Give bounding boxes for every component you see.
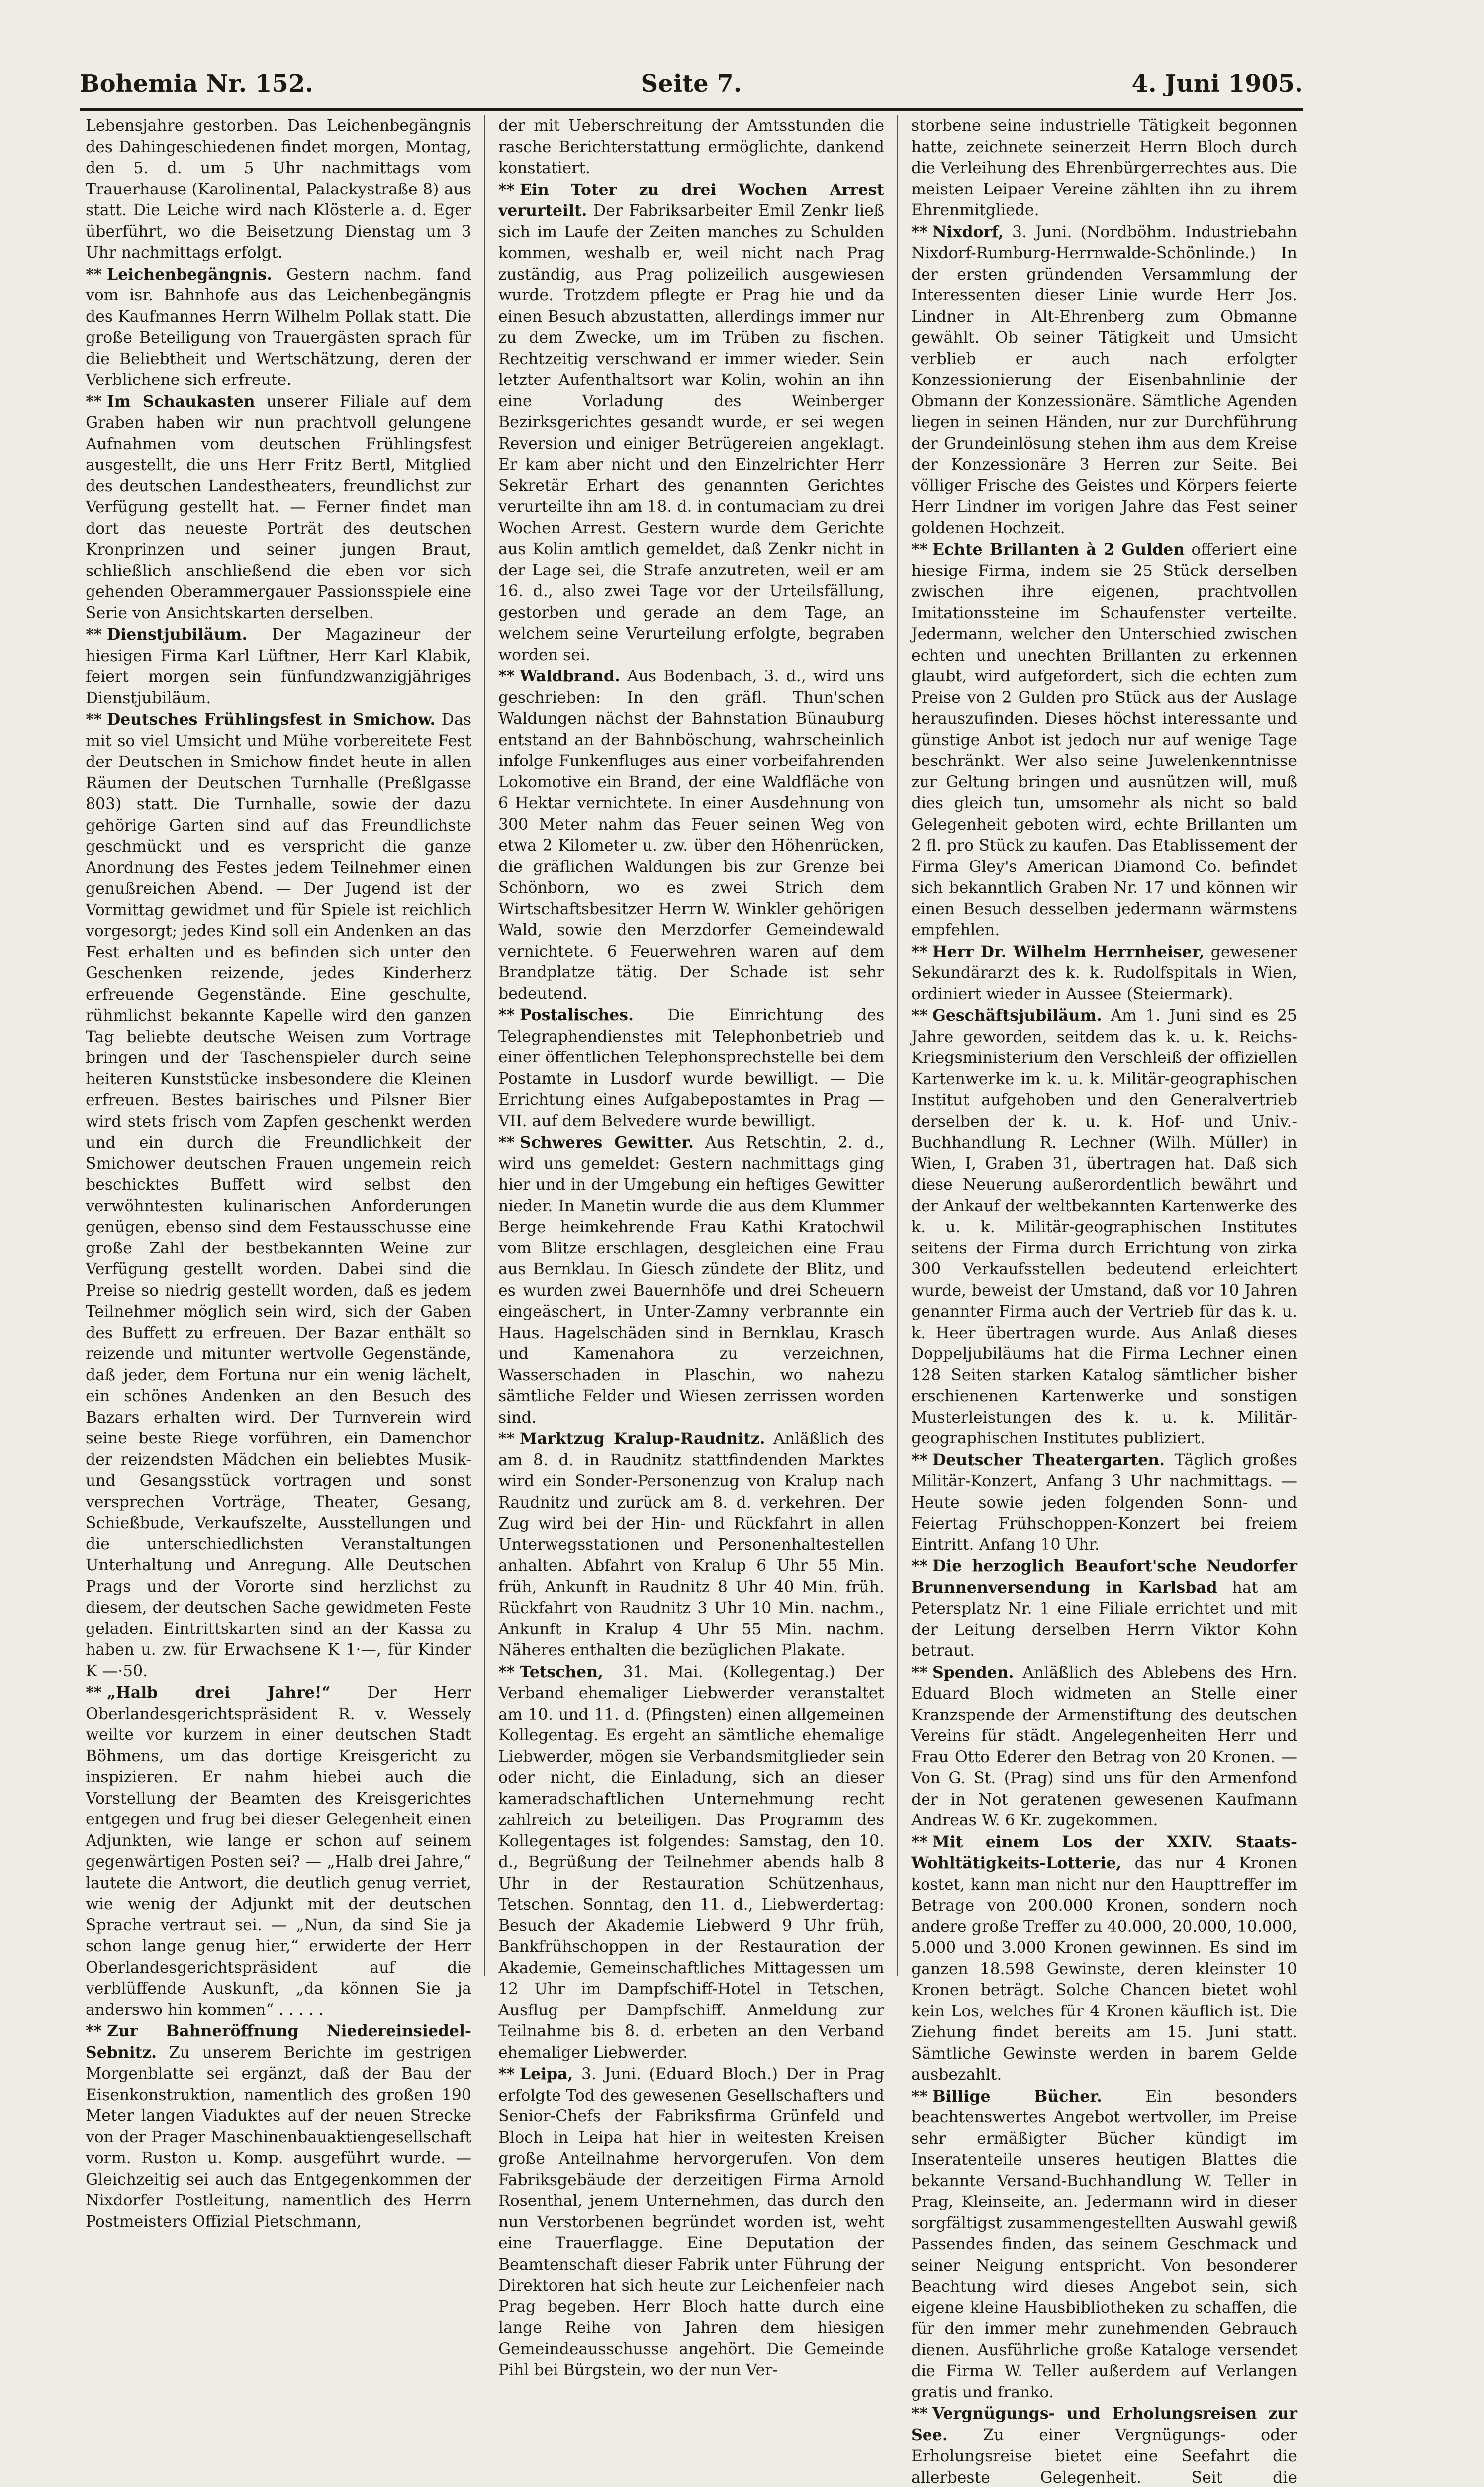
article-body: gewesener Sekundärarzt des k. k. Rudolfspitals in Wien, ordiniert wieder in Aussee (Steiermark). xyxy=(911,943,1297,1003)
item-marker: ** xyxy=(86,2022,102,2040)
column-2 xyxy=(492,115,890,1976)
article-item xyxy=(86,264,471,391)
column-divider xyxy=(477,115,492,1976)
article-headline: Billige Bücher. xyxy=(932,2087,1102,2105)
item-marker: ** xyxy=(86,392,102,411)
article-item xyxy=(911,539,1297,941)
article-body: Der Herr Oberlandesgerichtspräsident R. v. Wessely weilte vor kurzem in einer deutschen Stadt Böhmens, um das dortige Kreisgericht zu inspizieren. Er nahm hiebei auch die Vorstellung der Beamten des Kreisgerichtes entgegen und frug bei dieser Gelegenheit einen Adjunkten, wie lange er schon auf seinem gegenwärtigen Posten sei? — „Halb drei Jahre,“ lautete die Antwort, die deutlich genug verriet, wie wenig der Adjunkt mit der deutschen Sprache vertraut sei. — „Nun, da sind Sie ja schon lange genug hier,“ erwiderte der Herr Oberlandesgerichtspräsident auf die verblüffende Auskunft, „da können Sie ja anderswo hin kommen“ . . . . . xyxy=(86,1684,471,2019)
item-marker: ** xyxy=(911,2404,928,2423)
article-body: Aus Bodenbach, 3. d., wird uns geschrieben: In den gräfl. Thun'schen Waldungen nächst der Bahnstation Bünauburg entstand an der Bahnböschung, wahrscheinlich infolge Funkenfluges aus einer vorbeifahrenden Lokomotive ein Brand, der eine Waldfläche von 6 Hektar vernichtete. In einer Ausdehnung von 300 Meter nahm das Feuer seinen Weg von etwa 2 Kilometer u. zw. über den Höhenrücken, die gräflichen Waldungen bis zur Grenze bei Schönborn, wo es zwei Strich dem Wirtschaftsbesitzer Herrn W. Winkler gehörigen Wald, sowie den Merzdorfer Gemeindewald vernichtete. 6 Feuerwehren waren auf dem Brandplatze tätig. Der Schade ist sehr bedeutend. xyxy=(498,668,884,1003)
article-item xyxy=(498,1005,884,1132)
item-marker: ** xyxy=(498,1133,515,1151)
article-item xyxy=(498,1132,884,1428)
article-body: unserer Filiale auf dem Graben haben wir nun prachtvoll gelungene Aufnahmen vom deutschen Frühlingsfest ausgestellt, die uns Herr Fritz Bertl, Mitglied des deutschen Landestheaters, freundlichst zur Verfügung gestellt hat. — Ferner findet man dort das neueste Porträt des deutschen Kronprinzen und seiner jungen Braut, schließlich anschließend die eben vor sich gehenden Oberammergauer Passionsspiele eine Serie von Ansichtskarten derselben. xyxy=(86,393,471,622)
article-item xyxy=(911,1450,1297,1556)
item-marker: ** xyxy=(498,1430,515,1448)
header-rule xyxy=(80,108,1303,111)
article-continuation xyxy=(86,115,471,264)
page-number: Seite 7. xyxy=(641,70,742,97)
article-body: Gestern nachm. fand vom isr. Bahnhofe aus das Leichenbegängnis des Kaufmannes Herrn Wilhelm Pollak statt. Die große Beteiligung von Trauergästen sprach für die Beliebtheit und Wertschätzung, deren der Verblichene sich erfreute. xyxy=(86,266,471,389)
article-headline: Die herzoglich Beaufort'sche Neudorfer Brunnenversendung in Karlsbad xyxy=(911,1557,1297,1597)
article-headline: Geschäftsjubiläum. xyxy=(932,1006,1102,1025)
item-marker: ** xyxy=(911,943,928,961)
article-headline: Echte Brillanten à 2 Gulden xyxy=(932,540,1185,559)
article-item xyxy=(911,1662,1297,1831)
article-body: Täglich großes Militär-Konzert, Anfang 3 Uhr nachmittags. — Heute sowie jeden folgenden Sonn- und Feiertag Frühschoppen-Konzert bei freiem Eintritt. Anfang 10 Uhr. xyxy=(911,1451,1297,1554)
article-item xyxy=(911,2403,1297,2487)
article-item xyxy=(86,391,471,624)
article-headline: Leichenbegängnis. xyxy=(107,265,272,284)
column-1 xyxy=(80,115,477,1976)
article-columns xyxy=(80,115,1303,1976)
article-body: der mit Ueberschreitung der Amtsstunden die rasche Berichterstattung ermöglichte, dankend konstatiert. xyxy=(498,117,884,177)
article-continuation xyxy=(911,115,1297,221)
item-marker: ** xyxy=(911,540,928,559)
article-body: Lebensjahre gestorben. Das Leichenbegängnis des Dahingeschiedenen findet morgen, Montag, den 5. d. um 5 Uhr nachmittags vom Trauerhause (Karolinental, Palackystraße 8) aus statt. Die Leiche wird nach Klösterle a. d. Eger überführt, wo die Beisetzung Dienstag um 3 Uhr nachmittags erfolgt. xyxy=(86,117,471,262)
item-marker: ** xyxy=(911,2087,928,2105)
article-body: Aus Retschtin, 2. d., wird uns gemeldet: Gestern nachmittags ging hier und in der Umgebung ein heftiges Gewitter nieder. In Manetin wurde die aus dem Klummer Berge heimkehrende Frau Kathi Kratochwil vom Blitze erschlagen, desgleichen eine Frau aus Bernklau. In Giesch zündete der Blitz, und es wurden zwei Bauernhöfe und drei Scheuern eingeäschert, in Unter-Zamny verbrannte ein Haus. Hagelschäden sind in Bernklau, Krasch und Kamenahora zu verzeichnen, Wasserschaden in Plaschin, wo nahezu sämtliche Felder und Wiesen zerrissen worden sind. xyxy=(498,1134,884,1427)
item-marker: ** xyxy=(911,1833,928,1851)
item-marker: ** xyxy=(498,667,515,685)
article-item xyxy=(498,1429,884,1661)
article-item xyxy=(86,1682,471,2020)
item-marker: ** xyxy=(498,1006,515,1024)
article-body: hat am Petersplatz Nr. 1 eine Filiale errichtet und mit der Leitung derselben Herrn Viktor Kohn betraut. xyxy=(911,1579,1297,1660)
article-body: Am 1. Juni sind es 25 Jahre geworden, seitdem das k. u. k. Reichs-Kriegsministerium den Verschleiß der offiziellen Kartenwerke im k. u. k. Militär-geographischen Institut aufgehoben und den Generalvertrieb derselben der k. u. k. Hof- und Univ.-Buchhandlung R. Lechner (Wilh. Müller) in Wien, I, Graben 31, übertragen hat. Daß sich diese Neuerung außerordentlich bewährt und der Ankauf der weltbekannten Kartenwerke des k. u. k. Militär-geographischen Institutes seitens der Firma durch Errichtung von zirka 300 Verkaufsstellen bedeutend erleichtert wurde, beweist der Umstand, daß vor 10 Jahren genannter Firma auch der Vertrieb für das k. u. k. Heer übertragen wurde. Aus Anlaß dieses Doppeljubiläums hat die Firma Lechner einen 128 Seiten starken Katalog sämtlicher bisher erschienenen Kartenwerke und sonstigen Musterleistungen des k. u. k. Militär-geographischen Institutes publiziert. xyxy=(911,1007,1297,1447)
article-item xyxy=(498,666,884,1004)
issue-date: 4. Juni 1905. xyxy=(1131,70,1303,97)
article-continuation xyxy=(498,115,884,179)
item-marker: ** xyxy=(498,181,515,199)
item-marker: ** xyxy=(911,1451,928,1469)
item-marker: ** xyxy=(86,625,102,644)
article-headline: Deutsches Frühlingsfest in Smichow. xyxy=(107,710,435,729)
article-item xyxy=(911,1005,1297,1449)
article-item xyxy=(911,222,1297,539)
item-marker: ** xyxy=(911,1006,928,1025)
article-body: Der Magazineur der hiesigen Firma Karl Lüftner, Herr Karl Klabik, feiert morgen sein fünfundzwanzigjähriges Dienstjubiläum. xyxy=(86,626,471,707)
article-headline: Zur Bahneröffnung Niedereinsiedel-Sebnitz. xyxy=(86,2022,471,2062)
article-headline: Mit einem Los der XXIV. Staats-Wohltätigkeits-Lotterie, xyxy=(911,1833,1297,1873)
article-headline: Spenden. xyxy=(932,1663,1014,1682)
article-body: 31. Mai. (Kollegentag.) Der Verband ehemaliger Liebwerder veranstaltet am 10. und 11. d. (Pfingsten) einen allgemeinen Kollegentag. Es ergeht an sämtliche ehemalige Liebwerder, mögen sie Verbandsmitglieder sein oder nicht, die Einladung, sich an dieser kameradschaftlichen Unternehmung recht zahlreich zu beteiligen. Das Programm des Kollegentages ist folgendes: Samstag, den 10. d., Begrüßung der Teilnehmer abends halb 8 Uhr in der Restauration Schützenhaus, Tetschen. Sonntag, den 11. d., Liebwerdertag: Besuch der Akademie Liebwerd 9 Uhr früh, Bankfrühschoppen in der Restauration der Akademie, Gemeinschaftliches Mittagessen um 12 Uhr im Dampfschiff-Hotel in Tetschen, Ausflug per Dampfschiff. Anmeldung zur Teilnahme bis 8. d. erbeten an den Verband ehemaliger Liebwerder. xyxy=(498,1663,884,2062)
article-headline: Nixdorf, xyxy=(932,223,1004,241)
item-marker: ** xyxy=(86,710,102,729)
item-marker: ** xyxy=(86,265,102,284)
article-headline: Dienstjubiläum. xyxy=(107,625,247,644)
article-item xyxy=(86,624,471,709)
article-headline: Herr Dr. Wilhelm Herrnheiser, xyxy=(932,943,1205,961)
article-headline: Schweres Gewitter. xyxy=(520,1133,694,1151)
item-marker: ** xyxy=(498,2065,515,2083)
article-item xyxy=(911,2086,1297,2403)
article-body: Zu unserem Berichte im gestrigen Morgenblatte sei ergänzt, daß der Bau der Eisenkonstruktion, namentlich des großen 190 Meter langen Viaduktes auf der neuen Strecke von der Prager Maschinenbauaktiengesellschaft vorm. Ruston u. Komp. ausgeführt wurde. — Gleichzeitig sei auch das Entgegenkommen der Nixdorfer Postleitung, namentlich des Herrn Postmeisters Offizial Pietschmann, xyxy=(86,2044,471,2231)
article-headline: Leipa, xyxy=(520,2065,573,2083)
article-item xyxy=(86,709,471,1682)
item-marker: ** xyxy=(911,1557,928,1575)
article-body: Die Einrichtung des Telegraphendienstes mit Telephonbetrieb und einer öffentlichen Telephonsprechstelle bei dem Postamte in Lusdorf wurde bewilligt. — Die Errichtung eines Aufgabepostamtes in Prag — VII. auf dem Belvedere wurde bewilligt. xyxy=(498,1006,884,1130)
article-body: Anläßlich des am 8. d. in Raudnitz stattfindenden Marktes wird ein Sonder-Personenzug von Kralup nach Raudnitz und zurück am 8. d. verkehren. Der Zug wird bei der Hin- und Rückfahrt in allen Unterwegsstationen und Personenhaltestellen anhalten. Abfahrt von Kralup 6 Uhr 55 Min. früh, Ankunft in Raudnitz 8 Uhr 40 Min. früh. Rückfahrt von Raudnitz 3 Uhr 10 Min. nachm., Ankunft in Kralup 4 Uhr 55 Min. nachm. Näheres enthalten die bezüglichen Plakate. xyxy=(498,1430,884,1659)
article-item xyxy=(498,1662,884,2064)
newspaper-page xyxy=(80,70,1303,1980)
article-item xyxy=(911,1556,1297,1662)
article-headline: Marktzug Kralup-Raudnitz. xyxy=(520,1430,765,1448)
article-headline: „Halb drei Jahre!“ xyxy=(107,1683,331,1702)
article-body: das nur 4 Kronen kostet, kann man nicht nur den Haupttreffer im Betrage von 200.000 Kronen, sondern noch andere große Treffer zu 40.000, 20.000, 10.000, 5.000 und 3.000 Kronen gewinnen. Es sind im ganzen 18.598 Gewinste, deren kleinster 10 Kronen beträgt. Solche Chancen bietet wohl kein Los, welches für 4 Kronen käuflich ist. Die Ziehung findet bereits am 15. Juni statt. Sämtliche Gewinste werden in barem Gelde ausbezahlt. xyxy=(911,1854,1297,2084)
article-item xyxy=(911,942,1297,1005)
item-marker: ** xyxy=(911,1663,928,1682)
article-body: Der Fabriksarbeiter Emil Zenkr ließ sich im Laufe der Zeiten manches zu Schulden kommen, weshalb er, weil nicht nach Prag zuständig, aus Prag polizeilich ausgewiesen wurde. Trotzdem pflegte er Prag hie und da einen Besuch abzustatten, allerdings immer nur zu dem Zwecke, um im Trüben zu fischen. Rechtzeitig verschwand er immer wieder. Sein letzter Aufenthaltsort war Kolin, wohin an ihn eine Vorladung des Weinberger Bezirksgerichtes gesandt wurde, er sei wegen Reversion und einiger Betrügereien angeklagt. Er kam aber nicht und den Einzelrichter Herr Sekretär Erhart des genannten Gerichtes verurteilte ihn am 18. d. in contumaciam zu drei Wochen Arrest. Gestern wurde dem Gerichte aus Kolin amtlich gemeldet, daß Zenkr nicht in der Lage sei, die Strafe anzutreten, weil er am 16. d., also zwei Tage vor der Urteilsfällung, gestorben und gerade an dem Tage, an welchem seine Verurteilung erfolgte, begraben worden sei. xyxy=(498,202,884,664)
masthead xyxy=(80,70,1303,104)
article-headline: Deutscher Theatergarten. xyxy=(932,1451,1165,1469)
item-marker: ** xyxy=(911,223,928,241)
article-headline: Vergnügungs- und Erholungsreisen zur See. xyxy=(911,2404,1297,2444)
article-body: Zu einer Vergnügungs- oder Erholungsreise bietet eine Seefahrt die allerbeste Gelegenheit. Seit die xyxy=(911,2426,1297,2487)
item-marker: ** xyxy=(498,1663,515,1681)
article-body: Das mit so viel Umsicht und Mühe vorbereitete Fest der Deutschen in Smichow findet heute in allen Räumen der Deutschen Turnhalle (Preßlgasse 803) statt. Die Turnhalle, sowie der dazu gehörige Garten sind auf das Freundlichste geschmückt und es verspricht die ganze Anordnung des Festes jedem Teilnehmer einen genußreichen Abend. — Der Jugend ist der Vormittag gewidmet und für Spiele ist reichlich vorgesorgt; jedes Kind soll ein Andenken an das Fest erhalten und es befinden sich unter den Geschenken reizende, jedes Kinderherz erfreuende Gegenstände. Eine geschulte, rühmlichst bekannte Kapelle wird den ganzen Tag beliebte deutsche Weisen zum Vortrage bringen und der Taschenspieler durch seine heiteren Kunststücke insbesondere die Kleinen erfreuen. Bestes bairisches und Pilsner Bier wird stets frisch vom Zapfen geschenkt werden und ein durch die Freundlichkeit der Smichower deutschen Frauen ungemein reich beschicktes Buffett wird selbst den verwöhntesten kulinarischen Anforderungen genügen, ebenso sind dem Festausschusse eine große Zahl der bestbekannten Weine zur Verfügung gestellt worden. Dabei sind die Preise so niedrig gestellt worden, daß es jedem Teilnehmer möglich sein wird, sich der Gaben des Buffett zu erfreuen. Der Bazar enthält so reizende und mitunter wertvolle Gegenstände, daß jeder, dem Fortuna nur ein wenig lächelt, ein schönes Andenken an den Besuch des Bazars erhalten wird. Der Turnverein wird seine beste Riege vorführen, ein Damenchor der reizendsten Mädchen ein beliebtes Musik- und Gesangsstück vortragen und sonst versprechen Vorträge, Theater, Gesang, Schießbude, Verkaufszelte, Ausstellungen und die unterschiedlichsten Veranstaltungen Unterhaltung und Anregung. Alle Deutschen Prags und der Vororte sind herzlichst zu diesem, der deutschen Sache gewidmeten Feste geladen. Eintrittskarten sind an der Kassa zu haben u. zw. für Erwachsene K 1·—, für Kinder K —·50. xyxy=(86,711,471,1680)
article-headline: Waldbrand. xyxy=(520,667,620,685)
masthead-title: Bohemia Nr. 152. xyxy=(80,70,313,97)
article-headline: Ein Toter zu drei Wochen Arrest verurteilt. xyxy=(498,181,884,220)
article-body: offeriert eine hiesige Firma, indem sie 25 Stück derselben zwischen ihre eigenen, prachtvollen Imitationssteine im Schaufenster verteilte. Jedermann, welcher den Unterschied zwischen echten und unechten Brillanten zu erkennen glaubt, wird aufgefordert, sich die echten zum Preise von 2 Gulden pro Stück aus der Auslage herauszufinden. Dieses höchst interessante und günstige Anbot ist jedoch nur auf wenige Tage beschränkt. Wer also seine Juwelenkenntnisse zur Geltung bringen und ausnützen will, muß dies gleich tun, umsomehr als nicht so bald Gelegenheit geboten wird, echte Brillanten um 2 fl. pro Stück zu kaufen. Das Etablissement der Firma Gley's American Diamond Co. befindet sich bekanntlich Graben Nr. 17 und können wir einen Besuch desselben jedermann wärmstens empfehlen. xyxy=(911,541,1297,939)
column-divider xyxy=(890,115,905,1976)
article-headline: Im Schaukasten xyxy=(107,392,255,411)
article-item xyxy=(911,1832,1297,2086)
column-3 xyxy=(905,115,1303,1976)
article-item xyxy=(86,2021,471,2232)
item-marker: ** xyxy=(86,1683,102,1702)
article-body: Anläßlich des Ablebens des Hrn. Eduard Bloch widmeten an Stelle einer Kranzspende der Armenstiftung des deutschen Vereins für städt. Angelegenheiten Herr und Frau Otto Ederer den Betrag von 20 Kronen. — Von G. St. (Prag) sind uns für den Armenfond der in Not geratenen gewesenen Kaufmann Andreas W. 6 Kr. zugekommen. xyxy=(911,1664,1297,1830)
article-body: Ein besonders beachtenswertes Angebot wertvoller, im Preise sehr ermäßigter Bücher kündigt im Inseratenteile unseres heutigen Blattes die bekannte Versand-Buchhandlung W. Teller in Prag, Kleinseite, an. Jedermann wird in dieser sorgfältigst zusammengestellten Auswahl gewiß Passendes finden, das seinem Geschmack und seiner Neigung entspricht. Von besonderer Beachtung wird dieses Angebot sein, sich eigene kleine Hausbibliotheken zu schaffen, die für den immer mehr zunehmenden Gebrauch dienen. Ausführliche große Kataloge versendet die Firma W. Teller außerdem auf Verlangen gratis und franko. xyxy=(911,2088,1297,2401)
article-headline: Postalisches. xyxy=(520,1006,634,1024)
article-body: 3. Juni. (Eduard Bloch.) Der in Prag erfolgte Tod des gewesenen Gesellschafters und Senior-Chefs der Fabriksfirma Grünfeld und Bloch in Leipa hat hier in weitesten Kreisen große Anteilnahme hervorgerufen. Von dem Fabriksgebäude der derzeitigen Firma Arnold Rosenthal, jenem Unternehmen, das durch den nun Verstorbenen begründet worden ist, weht eine Trauerflagge. Eine Deputation der Beamtenschaft dieser Fabrik unter Führung der Direktoren hat sich heute zur Leichenfeier nach Prag begeben. Herr Bloch hatte durch eine lange Reihe von Jahren dem hiesigen Gemeindeausschusse angehört. Die Gemeinde Pihl bei Bürgstein, wo der nun Ver- xyxy=(498,2065,884,2379)
article-headline: Tetschen, xyxy=(520,1663,603,1681)
article-item xyxy=(498,2064,884,2381)
article-body: storbene seine industrielle Tätigkeit begonnen hatte, zeichnete seinerzeit Herrn Bloch durch die Verleihung des Ehrenbürgerrechtes aus. Die meisten Leipaer Vereine zählten ihn zu ihrem Ehrenmitgliede. xyxy=(911,117,1297,219)
article-item xyxy=(498,180,884,666)
article-body: 3. Juni. (Nordböhm. Industriebahn Nixdorf-Rumburg-Herrnwalde-Schönlinde.) In der ersten gründenden Versammlung der Interessenten dieser Linie wurde Herr Jos. Lindner in Alt-Ehrenberg zum Obmanne gewählt. Ob seiner Tätigkeit und Umsicht verblieb er auch nach erfolgter Konzessionierung der Eisenbahnlinie der Obmann der Konzessionäre. Sämtliche Agenden liegen in seinen Händen, nur zur Durchführung der Grundeinlösung stehen ihm aus dem Kreise der Konzessionäre 3 Herren zur Seite. Bei völliger Frische des Geistes und Körpers feierte Herr Lindner im vorigen Jahre das Fest seiner goldenen Hochzeit. xyxy=(911,223,1297,537)
